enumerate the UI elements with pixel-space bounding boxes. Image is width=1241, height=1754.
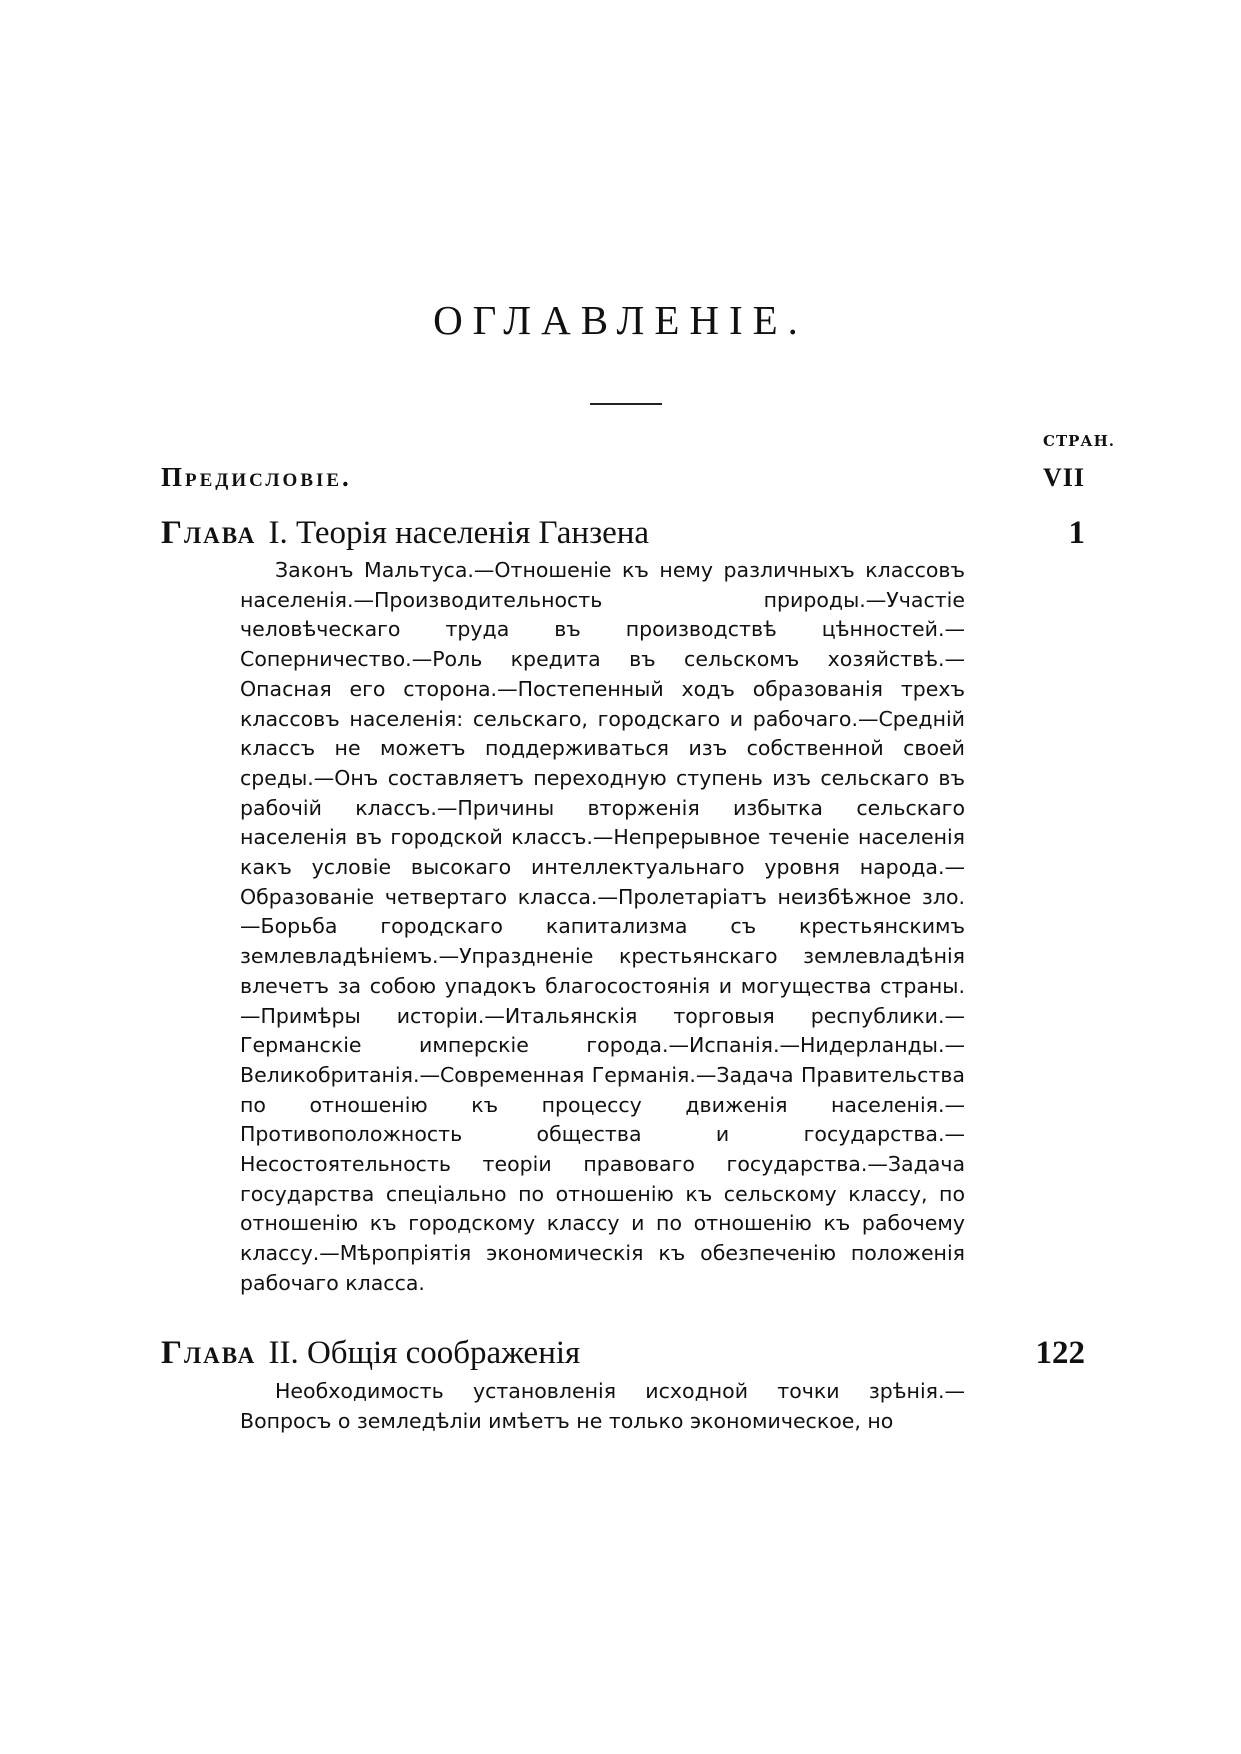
chapter-2-heading [161, 1335, 580, 1372]
chapter-1-label: Глава [161, 515, 257, 551]
toc-entry-chapter-2[interactable] [161, 1335, 1085, 1372]
chapter-2-summary: Необходимость установленія исходной точки зрѣнія.—Вопросъ о земледѣліи имѣетъ не только экономическое, но [240, 1379, 965, 1433]
toc-entry-chapter-1[interactable] [161, 515, 1085, 552]
chapter-2-page-number: 122 [1035, 1335, 1085, 1371]
page-title: ОГЛАВЛЕНІЕ. [433, 297, 808, 343]
chapter-1-title: I. Теорія населенія Ганзена [268, 515, 650, 551]
title-divider [590, 403, 662, 405]
toc-entry-preface[interactable] [161, 462, 1085, 493]
chapter-1-page-number: 1 [1068, 515, 1085, 551]
chapter-2-title: II. Общія соображенія [268, 1335, 581, 1371]
page-column-label: СТРАН. [1043, 432, 1115, 450]
preface-title: Предисловіе. [161, 462, 352, 492]
preface-page-number: VII [1042, 463, 1085, 492]
chapter-2-label: Глава [161, 1335, 257, 1371]
chapter-1-summary: Законъ Мальтуса.—Отношеніе къ нему различныхъ классовъ населенія.—Производительность природы.—Участіе человѣческаго труда въ производствѣ цѣнностей.—Соперничество.—Роль кредита въ сельскомъ хозяйствѣ.—Опасная его сторона.—Постепенный ходъ образованія трехъ классовъ населенія: сельскаго, городскаго и рабочаго.—Средній классъ не можетъ поддерживаться изъ собственной своей среды.—Онъ составляетъ переходную ступень изъ сельскаго въ рабочій классъ.—Причины вторженія избытка сельскаго населенія въ городской классъ.—Непрерывное теченіе населенія какъ условіе высокаго интеллектуальнаго уровня народа.—Образованіе четвертаго класса.—Пролетаріатъ неизбѣжное зло.—Борьба городскаго капитализма съ крестьянскимъ землевладѣніемъ.—Упраздненіе крестьянскаго землевладѣнія влечетъ за собою упадокъ благосостоянія и могущества страны.—Примѣры исторіи.—Итальянскія торговыя республики.—Германскіе имперскіе города.—Испанія.—Нидерланды.—Великобританія.—Современная Германія.—Задача Правительства по отношенію къ процессу движенія населенія.—Противоположность общества и государства.—Несостоятельность теоріи правоваго государства.—Задача государства спеціально по отношенію къ сельскому классу, по отношенію къ городскому классу и по отношенію къ рабочему классу.—Мѣропріятія экономическія къ обезпеченію положенія рабочаго класса. [240, 558, 965, 1295]
chapter-1-heading [161, 515, 649, 552]
